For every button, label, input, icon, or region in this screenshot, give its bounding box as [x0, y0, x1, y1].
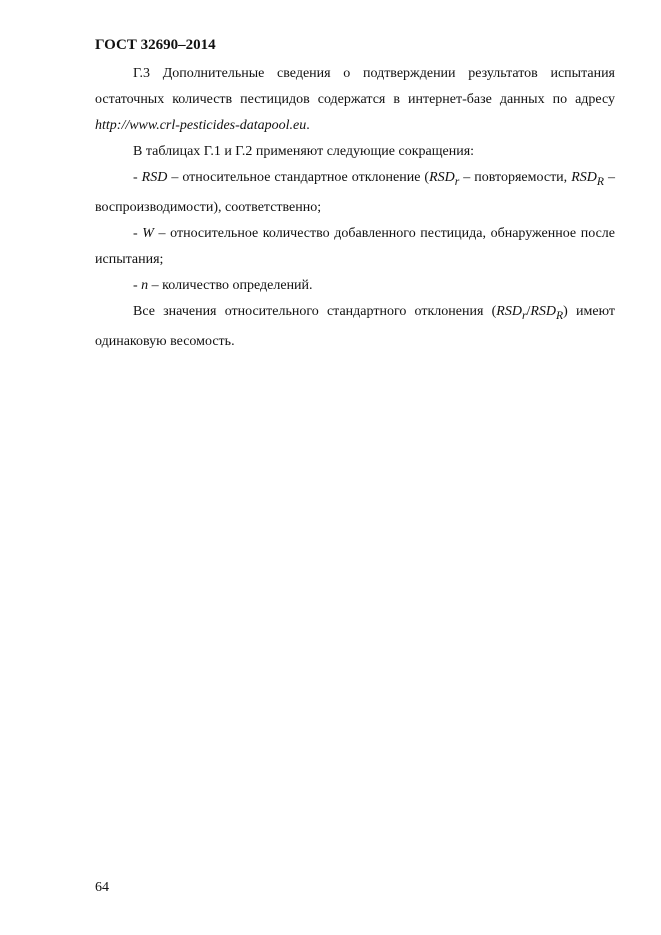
abbreviation-rsd-r: RSD: [496, 303, 522, 319]
database-url: http://www.crl-pesticides-datapool.eu: [95, 118, 307, 133]
abbreviation-rsd: RSD: [141, 170, 168, 185]
slash: /: [526, 303, 531, 319]
list-dash: -: [133, 225, 143, 241]
abbreviation-rsd-R: RSD: [571, 170, 597, 185]
abbreviation-rsd-r: RSD: [429, 170, 455, 185]
definition-text: – относительное стандартное отклонение (: [167, 170, 430, 185]
abbreviation-rsd-R: RSD: [530, 303, 557, 319]
definition-text: – повторяемости,: [459, 170, 572, 185]
list-dash: -: [133, 170, 142, 185]
paragraph-additional-info: [95, 61, 615, 139]
subscript-r: r: [521, 308, 527, 322]
subscript-R: R: [596, 174, 604, 188]
subscript-R: R: [556, 308, 564, 322]
definition-text: – количество определений.: [148, 277, 313, 293]
paragraph-text: Все значения относительного стандартного отклонения (: [133, 303, 497, 319]
definition-text: – воспроизводимости), соответственно;: [95, 170, 615, 215]
abbreviation-w: W: [142, 225, 154, 241]
paragraph-text: .: [306, 118, 310, 133]
definition-w: [95, 221, 615, 273]
body-text: [95, 61, 615, 355]
definition-rsd: [95, 165, 615, 221]
page-number: 64: [95, 880, 109, 895]
paragraph-text: Г.3 Дополнительные сведения о подтверждении результатов испытания остаточных количеств пестицидов содержатся в интернет-базе данных по адресу: [95, 66, 615, 107]
paragraph-text: В таблицах Г.1 и Г.2 применяют следующие сокращения:: [133, 144, 475, 159]
standard-header: ГОСТ 32690–2014: [95, 37, 216, 53]
definition-text: – относительное количество добавленного пестицида, обнаруженное после испытания;: [95, 225, 615, 267]
abbreviation-n: n: [141, 277, 149, 293]
list-dash: -: [133, 277, 142, 293]
subscript-r: r: [454, 174, 460, 188]
definition-n: [95, 273, 615, 299]
paragraph-text: ) имеют одинаковую весомость.: [95, 303, 615, 349]
paragraph-abbreviations-intro: [95, 139, 615, 165]
paragraph-weighting: [95, 299, 615, 355]
